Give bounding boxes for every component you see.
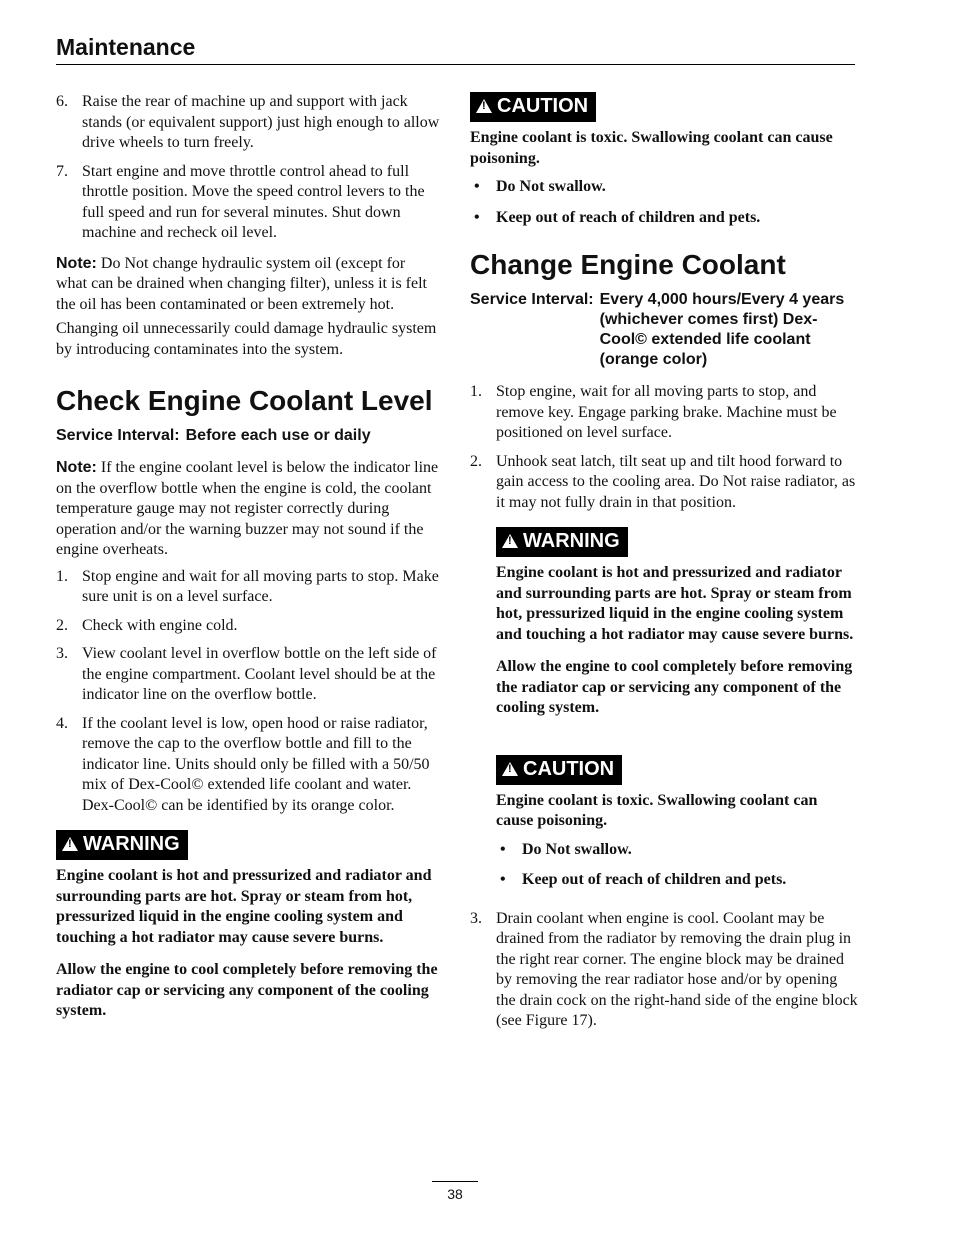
note-text: If the engine coolant level is below the indicator line on the overflow bottle when the engine is cold, the coolant temperature gauge may not register correctly during operation and/or the warning buzzer may not sound if the engine overheats. xyxy=(56,459,439,558)
list-item xyxy=(56,714,440,817)
service-interval xyxy=(470,290,858,370)
note-text: Do Not change hydraulic system oil (except for what can be drained when changing filter), unless it is felt the oil has been contaminated or been extremely hot. xyxy=(56,254,427,313)
caution-bullets xyxy=(470,177,858,228)
caution-box xyxy=(496,755,858,891)
list-item: • Do Not swallow. xyxy=(496,840,858,861)
list-item xyxy=(470,452,858,514)
note-paragraph xyxy=(56,458,440,561)
section-title: Change Engine Coolant xyxy=(470,249,786,280)
warning-text: Allow the engine to cool completely before removing the radiator cap or servicing any component of the cooling system. xyxy=(496,658,853,716)
step-text: Start engine and move throttle control ahead to full throttle position. Move the speed control levers to the full speed and run for several minutes. Shut down machine and recheck oil level. xyxy=(82,162,425,241)
step-number: 3. xyxy=(56,645,68,662)
page-number: 38 xyxy=(447,1186,463,1202)
warning-label: WARNING xyxy=(523,530,620,552)
service-interval xyxy=(56,426,440,446)
note-label: Note: xyxy=(56,254,97,272)
service-interval-label: Service Interval: xyxy=(56,427,180,444)
step-number: 1. xyxy=(56,567,68,585)
warning-text: Engine coolant is hot and pressurized and radiator and surrounding parts are hot. Spray or steam from hot, pressurized liquid in the engine cooling system and touching a hot radiator may cause severe burns. xyxy=(496,564,854,643)
warning-box xyxy=(496,527,858,719)
right-column xyxy=(470,92,858,1040)
step-number: 2. xyxy=(470,452,482,470)
list-item xyxy=(56,616,440,637)
step-number: 1. xyxy=(470,383,482,400)
step-text: Check with engine cold. xyxy=(82,616,238,634)
caution-text: Engine coolant is toxic. Swallowing coolant can cause poisoning. xyxy=(496,791,818,829)
step-text: If the coolant level is low, open hood or raise radiator, remove the cap to the overflow bottle and fill to the indicator line. Units should only be filled with a 50/50 mix of Dex-Cool© extended life coolant and water. Dex-Cool© can be identified by its orange color. xyxy=(82,714,430,814)
list-item xyxy=(56,567,440,608)
warning-badge xyxy=(496,527,628,557)
caution-label: CAUTION xyxy=(497,95,589,117)
step-number: 6. xyxy=(56,93,68,110)
list-item xyxy=(470,909,858,1032)
caution-box xyxy=(470,92,858,228)
list-item xyxy=(56,162,440,244)
change-steps xyxy=(470,382,858,513)
step-text: Drain coolant when engine is cool. Coolant may be drained from the radiator by removing the drain plug in the right rear corner. The engine block may be drained by removing the rear radiator hose and/or by opening the drain cock on the right-hand side of the engine block (see Figure 17). xyxy=(496,909,858,1029)
warning-box xyxy=(56,830,440,1022)
warning-text: Engine coolant is hot and pressurized and radiator and surrounding parts are hot. Spray or steam from hot, pressurized liquid in the engine cooling system and touching a hot radiator may cause severe burns. xyxy=(56,867,432,946)
page-footer xyxy=(432,1181,478,1202)
list-item: • Keep out of reach of children and pets. xyxy=(496,870,858,891)
warning-triangle-icon xyxy=(502,762,518,776)
section-title: Check Engine Coolant Level xyxy=(56,385,433,416)
service-interval-value: Before each use or daily xyxy=(185,427,371,444)
caution-label: CAUTION xyxy=(523,757,615,780)
check-steps xyxy=(56,567,440,817)
change-steps-cont xyxy=(470,909,858,1032)
note-label: Note: xyxy=(56,459,97,476)
note-paragraph xyxy=(56,254,440,316)
step-number: 7. xyxy=(56,162,68,180)
warning-text: Allow the engine to cool completely before removing the radiator cap or servicing any component of the cooling system. xyxy=(56,961,438,1019)
step-text: Raise the rear of machine up and support with jack stands (or equivalent support) just high enough to allow drive wheels to turn freely. xyxy=(82,93,440,151)
step-text: View coolant level in overflow bottle on the left side of the engine compartment. Coolant level should be at the indicator line on the overflow bottle. xyxy=(82,645,437,703)
service-interval-label: Service Interval: xyxy=(470,291,594,308)
service-interval-value: Every 4,000 hours/Every 4 years (whichever comes first) Dex-Cool© extended life coolant (orange color) xyxy=(599,291,845,368)
warning-triangle-icon xyxy=(476,99,492,113)
list-item: • Do Not swallow. xyxy=(470,177,858,198)
caution-text: Engine coolant is toxic. Swallowing coolant can cause poisoning. xyxy=(470,129,833,167)
step-number: 3. xyxy=(470,909,482,927)
step-text: Stop engine and wait for all moving parts to stop. Make sure unit is on a level surface. xyxy=(82,567,439,605)
caution-badge xyxy=(496,755,622,785)
step-number: 2. xyxy=(56,616,68,634)
left-column xyxy=(56,92,440,1034)
step-number: 4. xyxy=(56,714,68,732)
warning-badge xyxy=(56,830,188,860)
footer-rule xyxy=(432,1181,478,1182)
warning-label: WARNING xyxy=(83,833,180,855)
header-rule xyxy=(56,64,855,65)
warning-triangle-icon xyxy=(62,837,78,851)
body-paragraph: Changing oil unnecessarily could damage hydraulic system by introducing contaminates into the system. xyxy=(56,320,437,358)
list-item xyxy=(56,92,440,154)
step-text: Stop engine, wait for all moving parts to stop, and remove key. Engage parking brake. Machine must be positioned on level surface. xyxy=(496,383,837,441)
caution-badge xyxy=(470,92,596,122)
list-item xyxy=(56,644,440,706)
caution-bullets xyxy=(496,840,858,891)
page-header xyxy=(56,32,855,65)
continued-steps xyxy=(56,92,440,244)
step-text: Unhook seat latch, tilt seat up and tilt hood forward to gain access to the cooling area. Do Not raise radiator, as it may not fully drain in that position. xyxy=(496,452,856,511)
warning-triangle-icon xyxy=(502,534,518,548)
header-title: Maintenance xyxy=(56,34,196,60)
list-item xyxy=(470,382,858,444)
list-item: • Keep out of reach of children and pets. xyxy=(470,208,858,229)
